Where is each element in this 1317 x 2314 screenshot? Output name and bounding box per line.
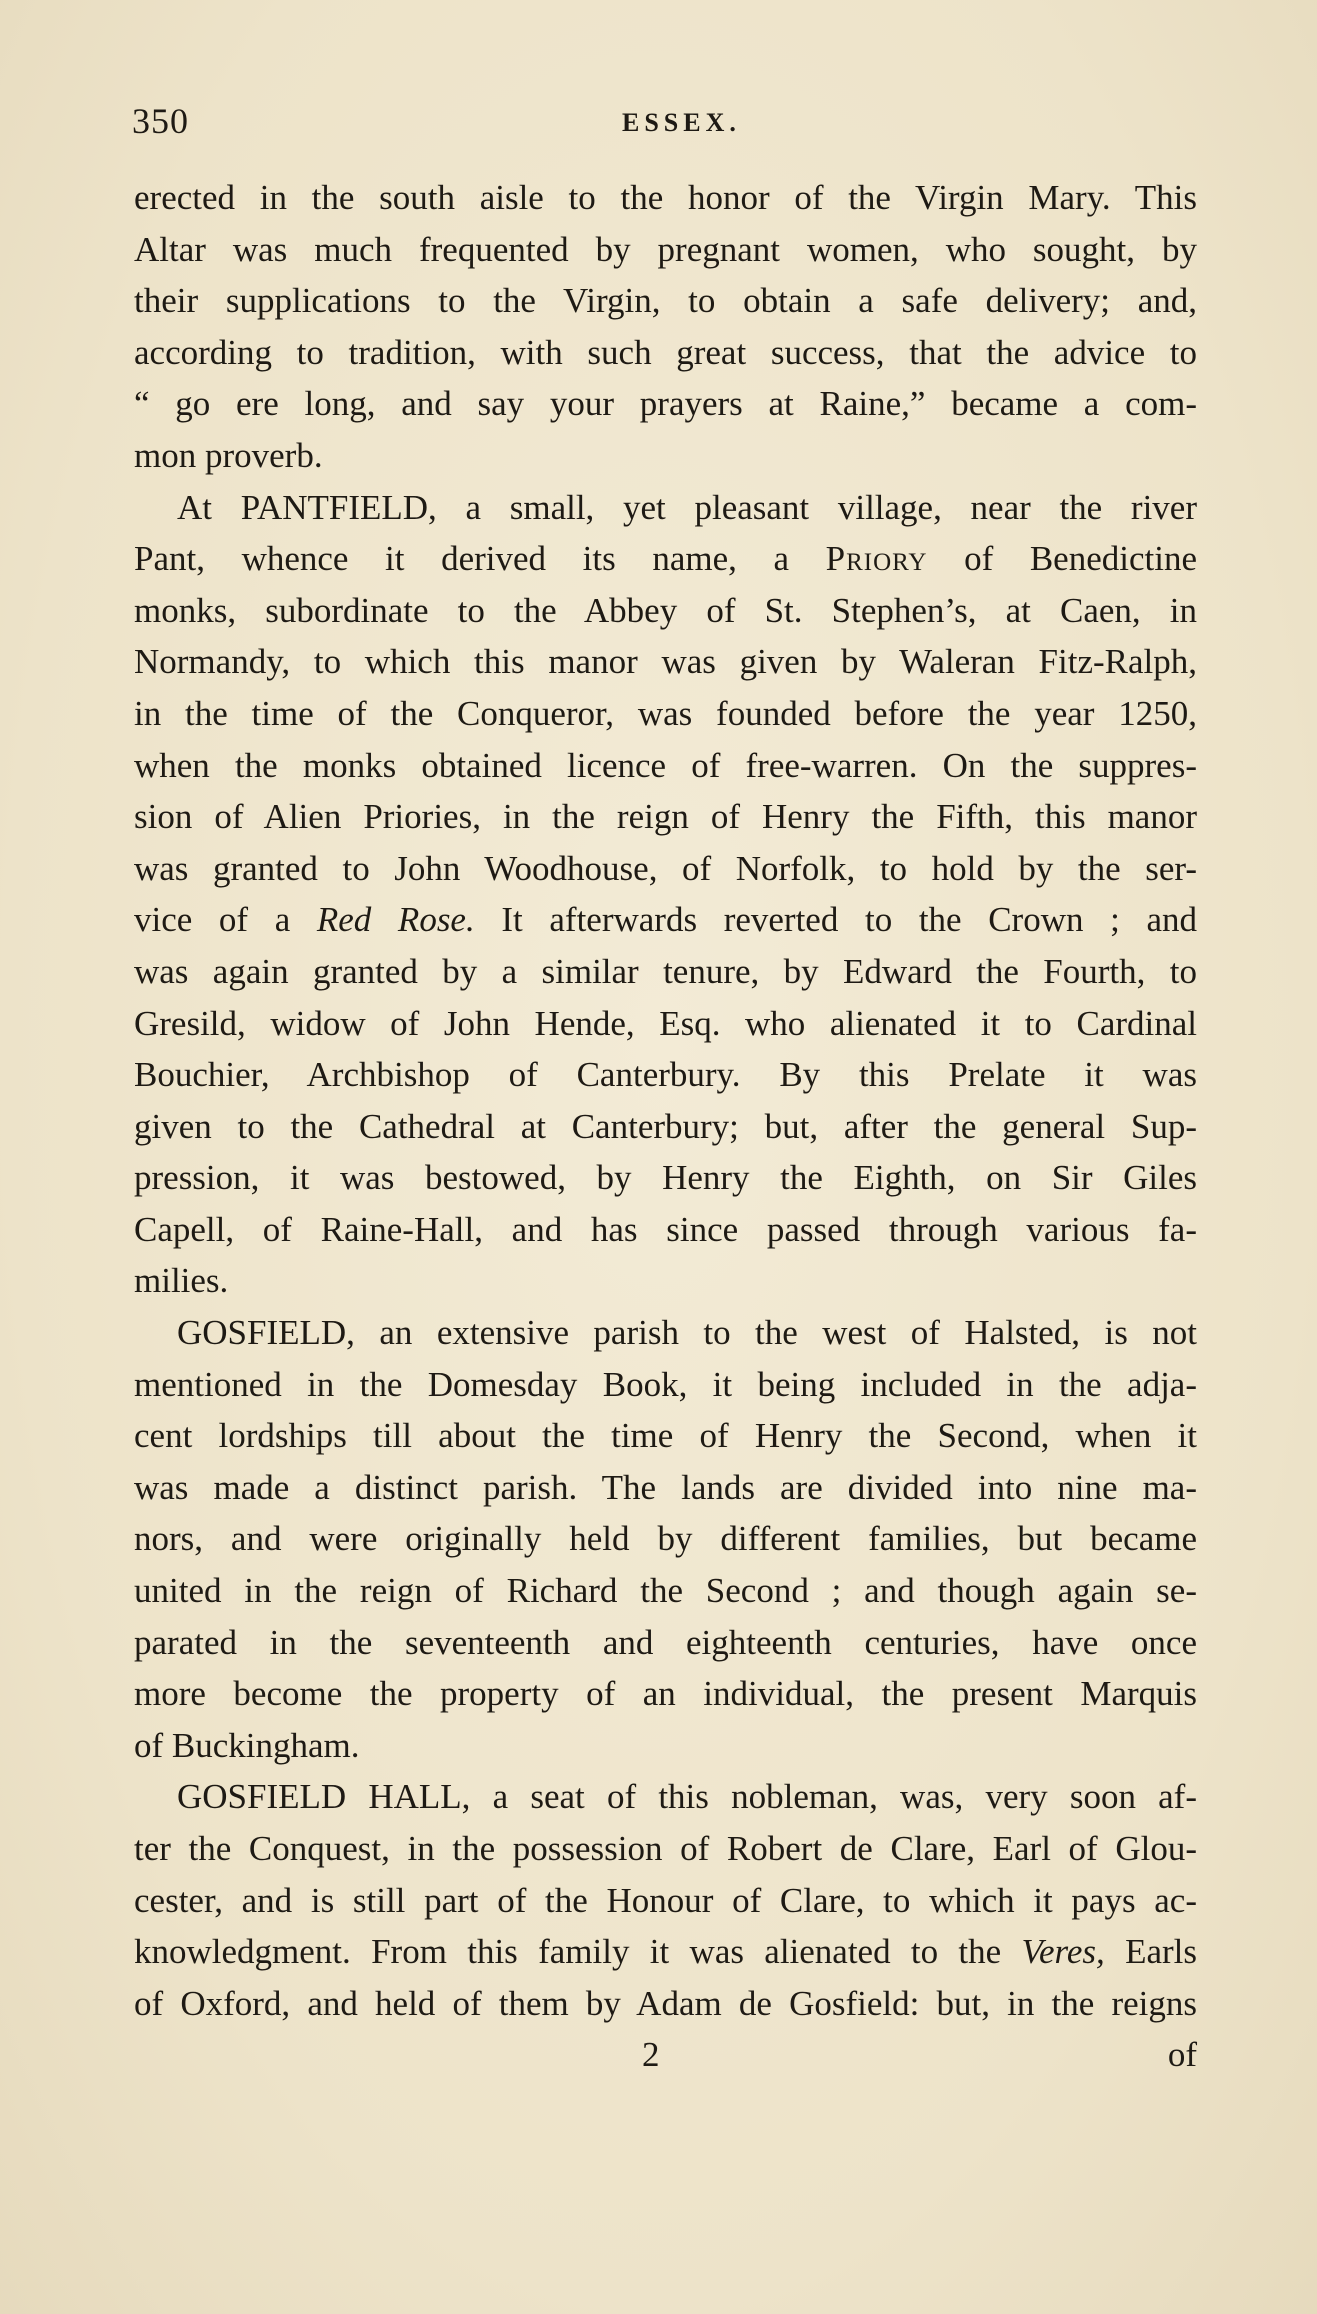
text-line [134,1720,1197,1772]
text-segment: cester, and is still part of the Honour of Clare, to which it pays ac- [134,1880,1197,1920]
text-segment: nors, and were originally held by different families, but became [134,1519,1197,1559]
text-line [134,378,1197,430]
text-line [134,946,1197,998]
text-segment: It afterwards reverted to the Crown ; and [474,900,1198,940]
body-text [134,172,1197,2029]
text-line [134,275,1197,327]
page-footer [134,2035,1197,2085]
text-line [134,636,1197,688]
text-segment: knowledgment. From this family it was alienated to the [134,1932,1022,1972]
text-segment: was made a distinct parish. The lands are divided into nine ma- [134,1467,1197,1507]
text-segment: of Oxford, and held of them by Adam de Gosfield: but, in the reigns [134,1983,1197,2023]
text-segment: Capell, of Raine-Hall, and has since passed through various fa- [134,1209,1197,1249]
text-line [134,998,1197,1050]
text-line [134,1875,1197,1927]
text-line [134,1410,1197,1462]
text-segment: erected in the south aisle to the honor of the Virgin Mary. This [134,178,1197,217]
text-line [134,1823,1197,1875]
text-line [134,1978,1197,2030]
text-line [134,791,1197,843]
text-line [134,1049,1197,1101]
text-segment: vice of a [134,900,317,940]
text-line [134,1255,1197,1307]
text-line [134,1668,1197,1720]
signature-mark: 2 [642,2035,660,2074]
text-line [134,1101,1197,1153]
text-segment: when the monks obtained licence of free-warren. On the suppres- [134,745,1197,785]
text-segment: given to the Cathedral at Canterbury; but, after the general Sup- [134,1106,1197,1146]
page-header [132,100,1192,150]
text-segment: monks, subordinate to the Abbey of St. Stephen’s, at Caen, in [134,590,1197,630]
text-segment: parated in the seventeenth and eighteenth centuries, have once [134,1622,1197,1662]
text-line [134,430,1197,482]
text-segment: mon proverb. [134,435,323,475]
catchword: of [1167,2035,1197,2074]
text-line [134,533,1197,585]
text-line [134,1617,1197,1669]
text-segment: Earls [1104,1932,1198,1972]
text-segment: pression, it was bestowed, by Henry the Eighth, on Sir Giles [134,1158,1197,1198]
text-segment: of Benedictine [927,539,1197,579]
text-segment: GOSFIELD HALL, a seat of this nobleman, was, very soon af- [177,1777,1197,1817]
page-number: 350 [132,101,189,141]
small-caps-text: Priory [825,539,928,579]
text-segment: ter the Conquest, in the possession of Robert de Clare, Earl of Glou- [134,1829,1197,1868]
text-line [134,172,1197,224]
italic-text: Veres, [1021,1932,1105,1972]
text-line [134,224,1197,276]
text-line [134,894,1197,946]
text-segment: mentioned in the Domesday Book, it being included in the adja- [134,1364,1197,1404]
text-line [134,482,1197,534]
text-segment: more become the property of an individual, the present Marquis [134,1674,1197,1714]
text-line [134,1152,1197,1204]
text-line [134,1771,1197,1823]
text-segment: Gresild, widow of John Hende, Esq. who alienated it to Cardinal [134,1003,1197,1043]
text-segment: according to tradition, with such great success, that the advice to [134,332,1197,372]
text-segment: united in the reign of Richard the Second ; and though again se- [134,1571,1197,1611]
text-segment: Bouchier, Archbishop of Canterbury. By this Prelate it was [134,1055,1197,1095]
text-segment: sion of Alien Priories, in the reign of Henry the Fifth, this manor [134,797,1197,837]
text-line [134,1462,1197,1514]
text-segment: GOSFIELD, an extensive parish to the west of Halsted, is not [177,1313,1197,1353]
text-segment: their supplications to the Virgin, to obtain a safe delivery; and, [134,281,1197,321]
text-segment: was again granted by a similar tenure, by Edward the Fourth, to [134,951,1197,991]
text-segment: of Buckingham. [134,1725,360,1765]
text-segment: was granted to John Woodhouse, of Norfolk, to hold by the ser- [134,848,1197,888]
text-segment: At PANTFIELD, a small, yet pleasant village, near the river [177,487,1197,527]
text-line [134,843,1197,895]
text-segment: Pant, whence it derived its name, a [134,539,826,579]
text-segment: cent lordships till about the time of Henry the Second, when it [134,1416,1197,1456]
text-line [134,1926,1197,1978]
italic-text: Red Rose. [316,900,475,940]
text-line [134,1359,1197,1411]
text-line [134,688,1197,740]
text-line [134,585,1197,637]
text-line [134,1204,1197,1256]
text-segment: Normandy, to which this manor was given by Waleran Fitz-Ralph, [134,642,1197,682]
text-segment: “ go ere long, and say your prayers at Raine,” became a com- [134,384,1197,424]
text-line [134,740,1197,792]
text-line [134,327,1197,379]
text-segment: Altar was much frequented by pregnant women, who sought, by [134,229,1197,269]
text-segment: milies. [134,1261,229,1301]
text-line [134,1565,1197,1617]
text-line [134,1307,1197,1359]
running-head: ESSEX. [622,108,741,137]
text-line [134,1513,1197,1565]
text-segment: in the time of the Conqueror, was founded before the year 1250, [134,693,1197,733]
